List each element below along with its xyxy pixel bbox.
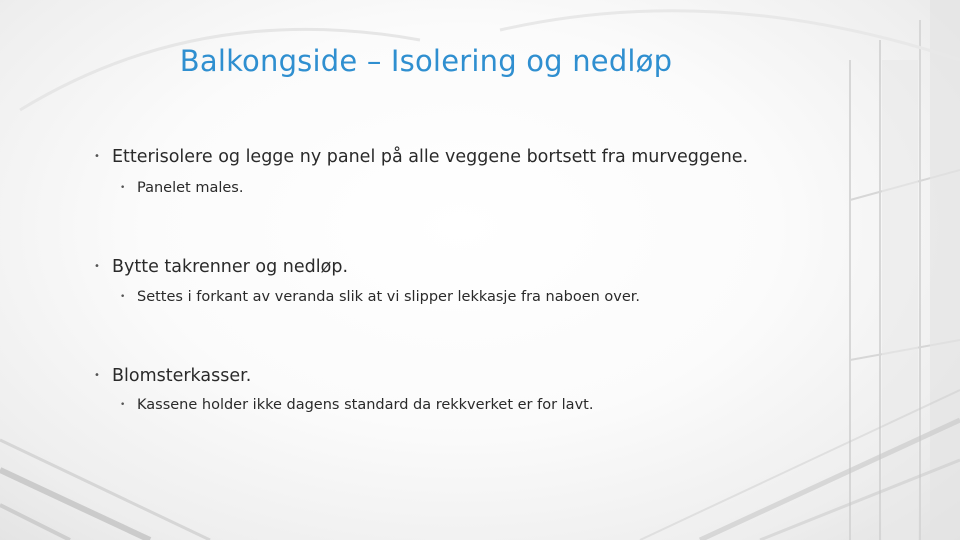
bullet-dot: • [120,400,126,410]
bullet-dot: • [94,151,100,162]
sub-bullet-text: Kassene holder ikke dagens standard da rekkverket er for lavt. [137,397,594,413]
bullet-text: Bytte takrenner og nedløp. [112,257,349,277]
bullet-text: Blomsterkasser. [112,366,252,386]
sub-bullet-text: Settes i forkant av veranda slik at vi slipper lekkasje fra naboen over. [137,289,641,305]
bullet-dot: • [94,370,100,381]
sub-bullet-item-2 [120,289,640,305]
sub-bullet-item-1 [120,180,243,196]
sub-bullet-text: Panelet males. [137,180,244,196]
slide-title: Balkongside – Isolering og nedløp [179,44,673,78]
bullet-dot: • [120,183,126,193]
sub-bullet-item-3 [120,397,593,413]
bullet-dot: • [94,261,100,272]
bullet-item-1 [94,147,748,167]
bullet-text: Etterisolere og legge ny panel på alle veggene bortsett fra murveggene. [112,147,749,167]
bullet-dot: • [120,292,126,302]
bullet-item-2 [94,257,348,277]
bullet-item-3 [94,366,251,386]
